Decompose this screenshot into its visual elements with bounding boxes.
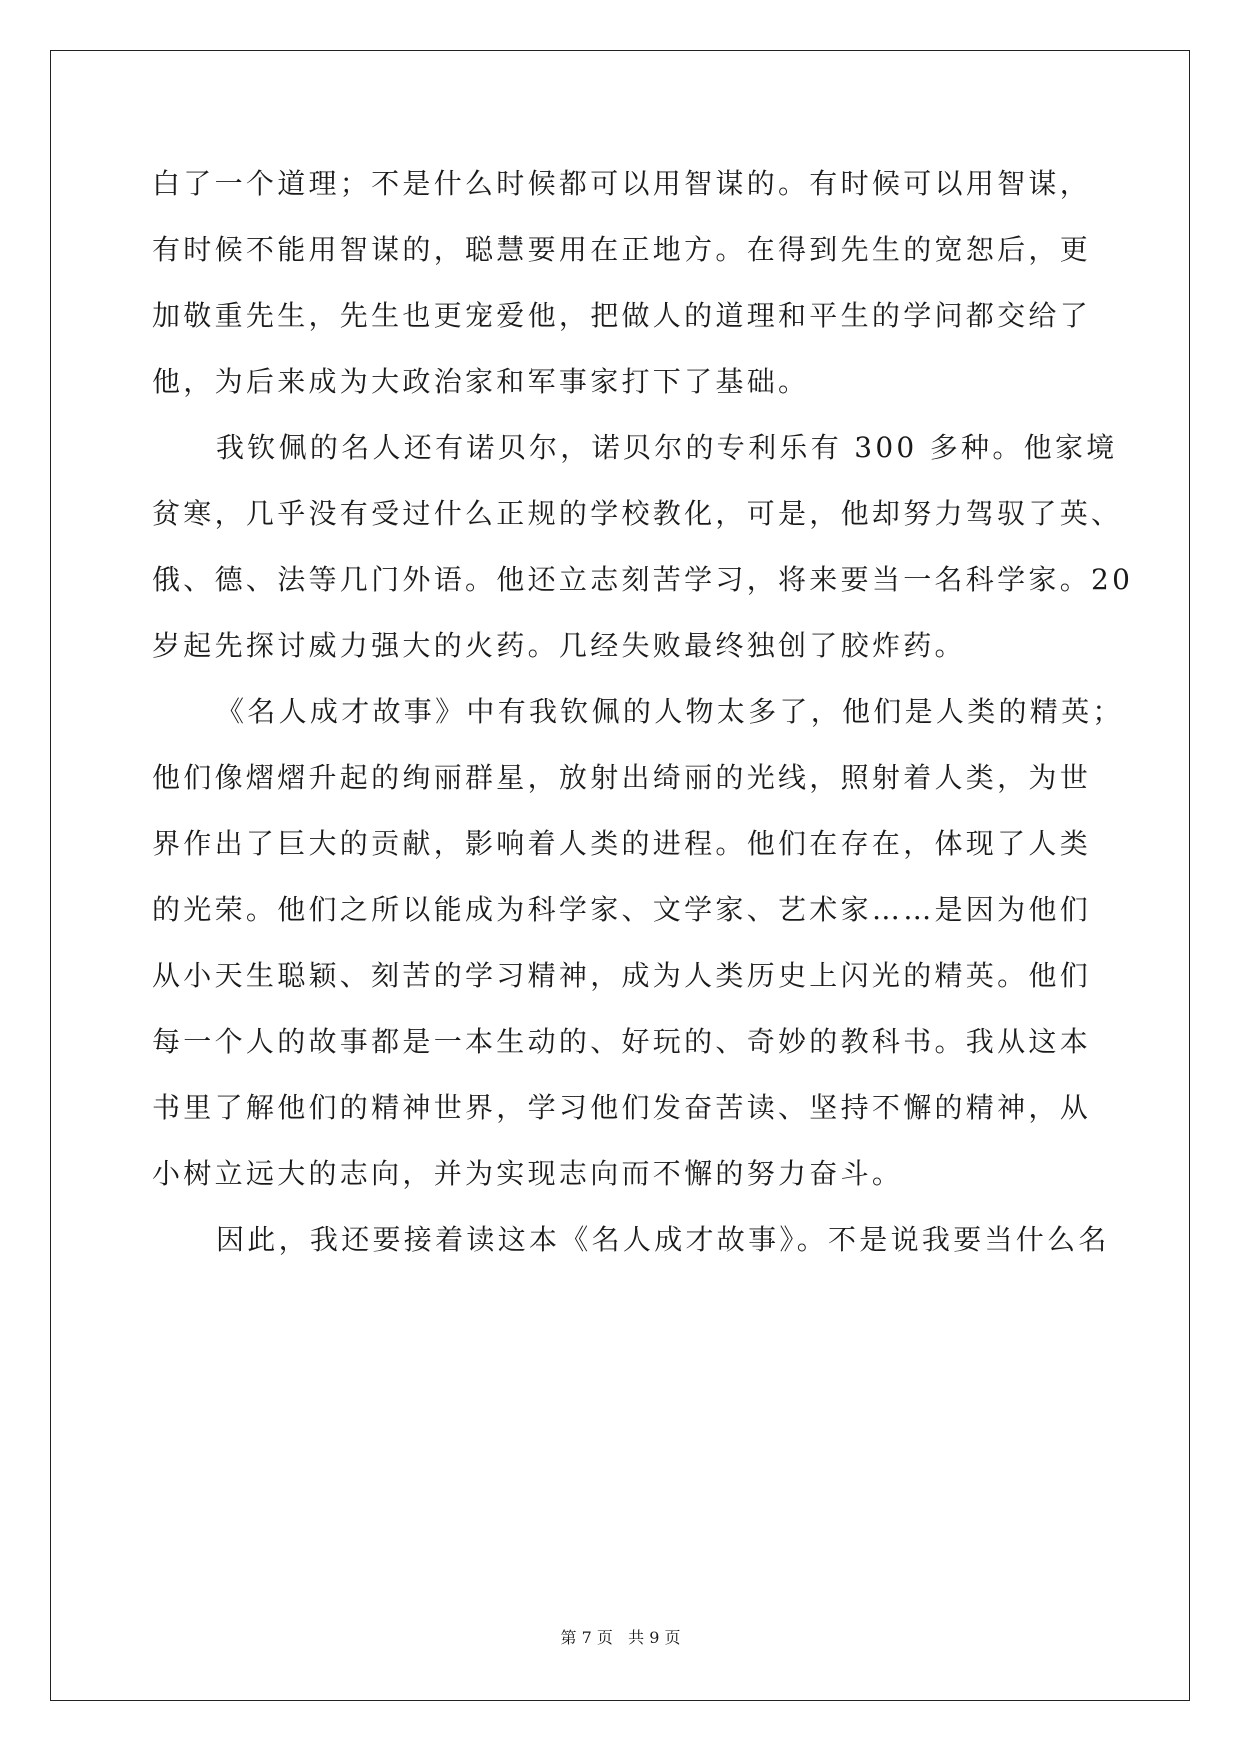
page-number-footer: 第 7 页 共 9 页 <box>560 1628 681 1647</box>
text-line: 白了一个道理；不是什么时候都可以用智谋的。有时候可以用智谋， <box>152 167 1092 200</box>
text-line: 小树立远大的志向，并为实现志向而不懈的努力奋斗。 <box>152 1157 904 1190</box>
text-line: 有时候不能用智谋的，聪慧要用在正地方。在得到先生的宽恕后，更 <box>152 233 1092 266</box>
text-line: 从小天生聪颖、刻苦的学习精神，成为人类历史上闪光的精英。他们 <box>152 959 1092 992</box>
text-line: 岁起先探讨威力强大的火药。几经失败最终独创了胶炸药。 <box>152 629 966 662</box>
text-line: 加敬重先生，先生也更宠爱他，把做人的道理和平生的学问都交给了 <box>152 299 1092 332</box>
paragraph-first-line: 《名人成才故事》中有我钦佩的人物太多了，他们是人类的精英； <box>216 695 1124 728</box>
text-line: 他们像熠熠升起的绚丽群星，放射出绮丽的光线，照射着人类，为世 <box>152 761 1092 794</box>
text-line: 每一个人的故事都是一本生动的、好玩的、奇妙的教科书。我从这本 <box>152 1025 1092 1058</box>
text-line: 贫寒，几乎没有受过什么正规的学校教化，可是，他却努力驾驭了英、 <box>152 497 1123 530</box>
body-text <box>152 160 1134 1282</box>
text-line: 他，为后来成为大政治家和军事家打下了基础。 <box>152 365 810 398</box>
paragraph-first-line: 我钦佩的名人还有诺贝尔，诺贝尔的专利乐有 300 多种。他家境 <box>216 431 1118 464</box>
paragraph-first-line: 因此，我还要接着读这本《名人成才故事》。不是说我要当什么名 <box>216 1223 1110 1256</box>
text-line: 俄、德、法等几门外语。他还立志刻苦学习，将来要当一名科学家。20 <box>152 563 1134 596</box>
text-line: 界作出了巨大的贡献，影响着人类的进程。他们在存在，体现了人类 <box>152 827 1092 860</box>
text-line: 书里了解他们的精神世界，学习他们发奋苦读、坚持不懈的精神，从 <box>152 1091 1092 1124</box>
text-line: 的光荣。他们之所以能成为科学家、文学家、艺术家……是因为他们 <box>152 893 1092 926</box>
